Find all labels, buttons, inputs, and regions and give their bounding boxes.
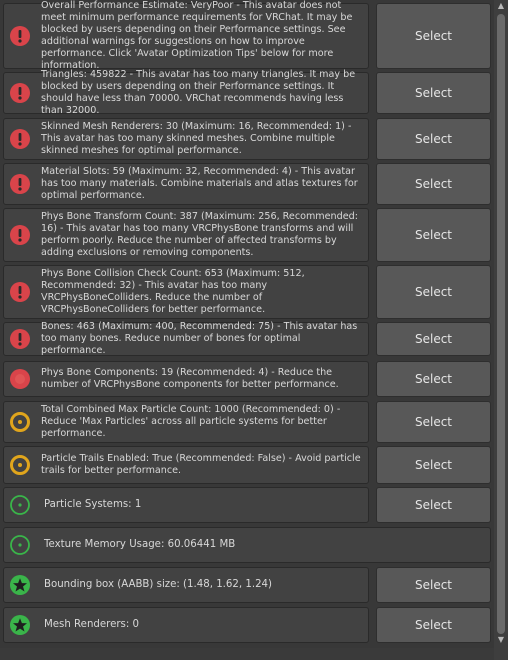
select-button[interactable]: Select	[376, 361, 491, 397]
validation-message	[3, 487, 369, 523]
validation-row	[3, 163, 491, 205]
validation-message-text: Triangles: 459822 - This avatar has too many triangles. It may be blocked by users depending on their Performance settings. It should have less than 70000. VRChat recommends having less than 32000.	[41, 69, 356, 116]
select-button[interactable]: Select	[376, 401, 491, 443]
select-button[interactable]: Select	[376, 446, 491, 484]
validation-message-text: Material Slots: 59 (Maximum: 32, Recommended: 4) - This avatar has too many materials. Combine materials and atlas textures for optimal performance.	[41, 166, 358, 201]
validation-message-text: Mesh Renderers: 0	[44, 619, 140, 630]
select-button[interactable]: Select	[376, 118, 491, 160]
validation-message	[3, 208, 369, 262]
validation-message	[3, 322, 369, 356]
validation-row	[3, 265, 491, 319]
validation-row	[3, 361, 491, 397]
exclamation-circle-icon	[9, 281, 31, 303]
vertical-scrollbar[interactable]	[494, 0, 508, 660]
exclamation-circle-icon	[9, 25, 31, 47]
validation-message-text: Particle Trails Enabled: True (Recommended: False) - Avoid particle trails for better performance.	[41, 453, 361, 476]
select-button[interactable]: Select	[376, 567, 491, 603]
select-button[interactable]: Select	[376, 72, 491, 114]
select-button[interactable]: Select	[376, 163, 491, 205]
validation-message	[3, 361, 369, 397]
green-ring-icon	[9, 534, 31, 556]
validation-row	[3, 567, 491, 603]
validation-row	[3, 446, 491, 484]
exclamation-circle-icon	[9, 328, 31, 350]
validation-message	[3, 118, 369, 160]
validation-message-text: Overall Performance Estimate: VeryPoor - This avatar does not meet minimum performance requirements for VRChat. It may be blocked by users depending on their Performance settings. See additional warnings for suggestions on how to improve performance. Click 'Avatar Optimization Tips' below for more information.	[41, 0, 353, 71]
validation-row	[3, 69, 491, 116]
validation-message	[3, 0, 369, 71]
validation-message	[3, 401, 369, 443]
validation-row	[3, 118, 491, 160]
validation-message	[3, 527, 491, 563]
validation-message	[3, 265, 369, 319]
scroll-down-arrow-icon[interactable]: ▼	[497, 635, 505, 644]
scroll-thumb[interactable]	[497, 14, 505, 634]
validation-message-text: Phys Bone Transform Count: 387 (Maximum: 256, Recommended: 16) - This avatar has too many VRCPhysBone transforms and will perform poorly. Reduce the number of affected transforms by adding exclusions or removing components.	[41, 211, 358, 258]
select-button[interactable]: Select	[376, 322, 491, 356]
scroll-up-arrow-icon[interactable]: ▲	[497, 1, 505, 10]
validation-row	[3, 607, 491, 643]
bottom-bar	[0, 648, 494, 660]
validation-message-text: Texture Memory Usage: 60.06441 MB	[44, 539, 236, 550]
yellow-ring-icon	[9, 454, 31, 476]
validation-row	[3, 527, 491, 563]
validation-message-text: Total Combined Max Particle Count: 1000 (Recommended: 0) - Reduce 'Max Particles' across all particle systems for better performance.	[41, 404, 341, 439]
validation-row	[3, 487, 491, 523]
select-button[interactable]: Select	[376, 265, 491, 319]
validation-message	[3, 607, 369, 643]
exclamation-circle-icon	[9, 82, 31, 104]
validation-message-text: Phys Bone Components: 19 (Recommended: 4) - Reduce the number of VRCPhysBone components for better performance.	[41, 367, 339, 390]
validation-message-text: Skinned Mesh Renderers: 30 (Maximum: 16, Recommended: 1) - This avatar has too many skinned meshes. Combine multiple skinned meshes for optimal performance.	[41, 121, 352, 156]
select-button[interactable]: Select	[376, 208, 491, 262]
validation-message	[3, 163, 369, 205]
validation-message	[3, 567, 369, 603]
validation-message	[3, 446, 369, 484]
green-ring-icon	[9, 494, 31, 516]
select-button[interactable]: Select	[376, 487, 491, 523]
green-star-icon	[9, 614, 31, 636]
exclamation-circle-icon	[9, 224, 31, 246]
validation-message-text: Phys Bone Collision Check Count: 653 (Maximum: 512, Recommended: 32) - This avatar has too many VRCPhysBoneColliders. Reduce the number of VRCPhysBoneColliders for better performance.	[41, 268, 305, 315]
validation-message-text: Bones: 463 (Maximum: 400, Recommended: 75) - This avatar has too many bones. Reduce number of bones for optimal performance.	[41, 321, 358, 356]
select-button[interactable]: Select	[376, 607, 491, 643]
validation-message-text: Particle Systems: 1	[44, 499, 142, 510]
validation-message-text: Bounding box (AABB) size: (1.48, 1.62, 1.24)	[44, 579, 273, 590]
green-star-icon	[9, 574, 31, 596]
validation-row	[3, 322, 491, 356]
select-button[interactable]: Select	[376, 3, 491, 69]
exclamation-circle-icon	[9, 173, 31, 195]
validation-row	[3, 208, 491, 262]
yellow-ring-icon	[9, 411, 31, 433]
validation-row	[3, 401, 491, 443]
validation-message	[3, 69, 369, 116]
red-circle-icon	[9, 368, 31, 390]
exclamation-circle-icon	[9, 128, 31, 150]
validation-row	[3, 0, 491, 71]
